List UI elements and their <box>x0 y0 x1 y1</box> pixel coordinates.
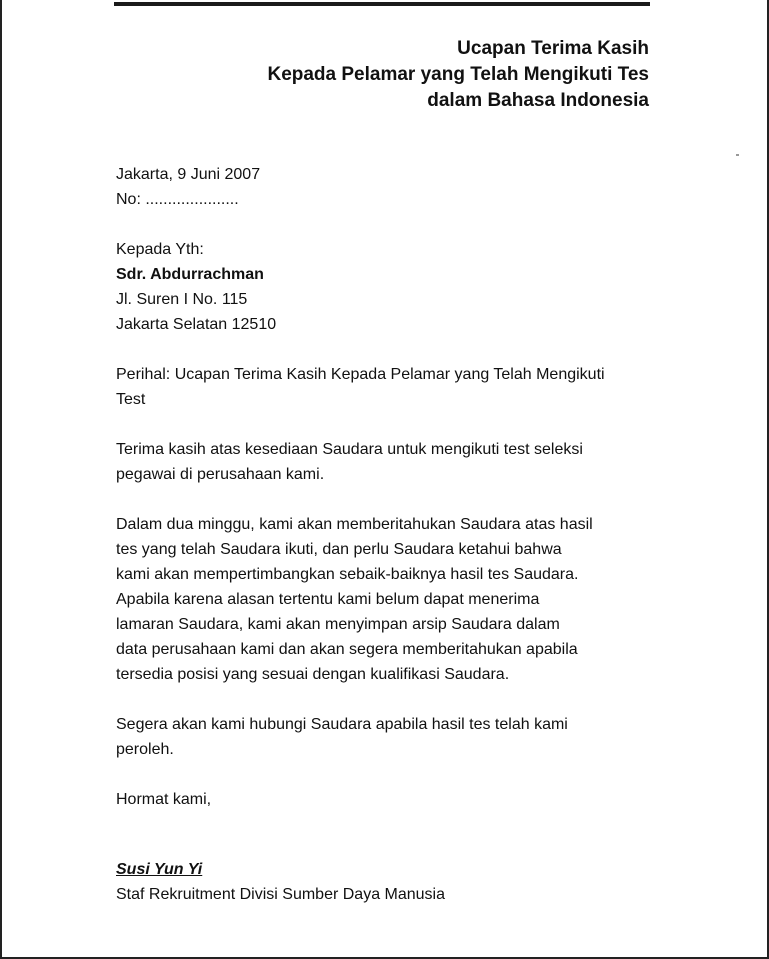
signature-block <box>116 857 445 907</box>
signer-title: Staf Rekruitment Divisi Sumber Daya Manusia <box>116 886 446 903</box>
recipient-address <box>116 237 276 337</box>
paragraph-2-line-5: lamaran Saudara, kami akan menyimpan arsip Saudara dalam <box>116 616 560 633</box>
paragraph-2-line-4: Apabila karena alasan tertentu kami belum dapat menerima <box>116 591 540 608</box>
subject-line-2: Test <box>116 391 146 408</box>
closing-text: Hormat kami, <box>116 791 212 808</box>
heading-line-1: Ucapan Terima Kasih <box>457 38 649 59</box>
letter-number: No: ..................... <box>116 191 239 208</box>
paragraph-2-line-3: kami akan mempertimbangkan sebaik-baiknya hasil tes Saudara. <box>116 566 579 583</box>
recipient-city: Jakarta Selatan 12510 <box>116 316 277 333</box>
closing-block <box>116 787 211 812</box>
recipient-street: Jl. Suren I No. 115 <box>116 291 248 308</box>
paragraph-1-line-1: Terima kasih atas kesediaan Saudara untuk mengikuti test seleksi <box>116 441 583 458</box>
paragraph-2-line-1: Dalam dua minggu, kami akan memberitahukan Saudara atas hasil <box>116 516 593 533</box>
top-rule-divider <box>114 2 650 6</box>
body-paragraph-1 <box>116 437 656 487</box>
letter-date: Jakarta, 9 Juni 2007 <box>116 166 261 183</box>
heading-line-3: dalam Bahasa Indonesia <box>427 90 649 111</box>
letter-meta <box>116 162 260 212</box>
body-paragraph-3 <box>116 712 656 762</box>
scan-speck <box>736 154 739 156</box>
letter-heading <box>267 36 649 114</box>
paragraph-3-line-1: Segera akan kami hubungi Saudara apabila hasil tes telah kami <box>116 716 568 733</box>
paragraph-1-line-2: pegawai di perusahaan kami. <box>116 466 325 483</box>
recipient-salutation: Kepada Yth: <box>116 241 204 258</box>
paragraph-2-line-2: tes yang telah Saudara ikuti, dan perlu Saudara ketahui bahwa <box>116 541 562 558</box>
signer-name: Susi Yun Yi <box>116 861 203 878</box>
recipient-name: Sdr. Abdurrachman <box>116 266 264 283</box>
body-paragraph-2 <box>116 512 656 687</box>
letter-subject <box>116 362 656 412</box>
subject-line-1: Perihal: Ucapan Terima Kasih Kepada Pelamar yang Telah Mengikuti <box>116 366 605 383</box>
paragraph-2-line-6: data perusahaan kami dan akan segera memberitahukan apabila <box>116 641 578 658</box>
paragraph-3-line-2: peroleh. <box>116 741 174 758</box>
paragraph-2-line-7: tersedia posisi yang sesuai dengan kualifikasi Saudara. <box>116 666 510 683</box>
heading-line-2: Kepada Pelamar yang Telah Mengikuti Tes <box>267 64 649 85</box>
